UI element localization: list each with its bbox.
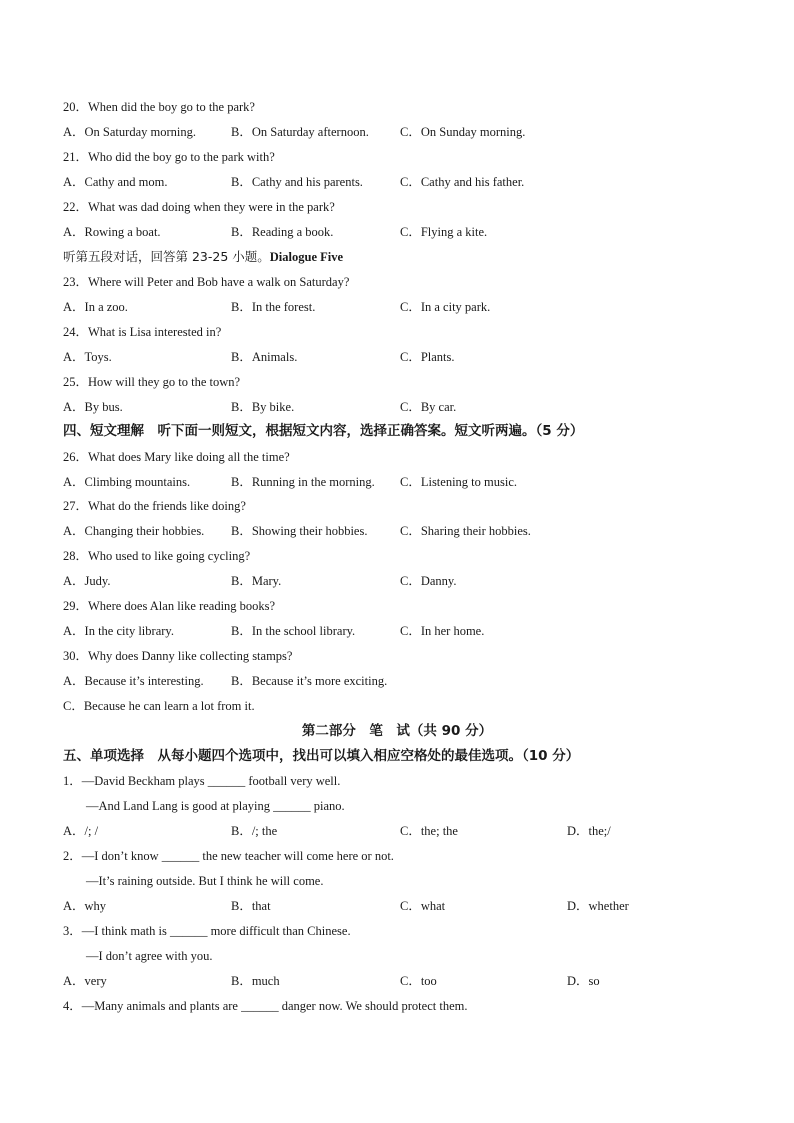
question-4-line-1: 4．—Many animals and plants are ______ danger now. We should protect them. (63, 999, 468, 1013)
question-26: 26．What does Mary like doing all the time? (63, 450, 290, 464)
question-1-line-2: —And Land Lang is good at playing ______ piano. (86, 799, 345, 813)
option-a: A．In a zoo. (63, 300, 128, 314)
options-2 (63, 898, 743, 914)
dialogue-five-instruction: 听第五段对话，回答第 23-25 小题。 (63, 249, 270, 264)
options-29 (63, 623, 743, 639)
question-29: 29．Where does Alan like reading books? (63, 599, 276, 613)
option-a: A．Climbing mountains. (63, 475, 191, 489)
option-b: B．In the school library. (231, 624, 356, 638)
option-d: D．whether (567, 899, 629, 913)
options-22 (63, 224, 743, 240)
option-b: B．Reading a book. (231, 225, 334, 239)
question-3-line-2: —I don’t agree with you. (86, 949, 213, 963)
section-5-heading: 五、单项选择 从每小题四个选项中，找出可以填入相应空格处的最佳选项。（10 分） (63, 748, 580, 764)
option-c: C．Danny. (400, 574, 457, 588)
question-20: 20．When did the boy go to the park? (63, 100, 255, 114)
option-a: A．On Saturday morning. (63, 125, 196, 139)
option-a: A．why (63, 899, 107, 913)
option-b: B．Showing their hobbies. (231, 524, 368, 538)
options-24 (63, 349, 743, 365)
option-b: B．In the forest. (231, 300, 316, 314)
section-4-heading: 四、短文理解 听下面一则短文，根据短文内容，选择正确答案。短文听两遍。（5 分） (63, 423, 584, 439)
option-b: B．much (231, 974, 280, 988)
options-23 (63, 299, 743, 315)
option-c: C．too (400, 974, 437, 988)
option-a: A．Cathy and mom. (63, 175, 168, 189)
option-c: C．Flying a kite. (400, 225, 488, 239)
option-a: A．very (63, 974, 107, 988)
option-a: A．Because it’s interesting. (63, 674, 204, 688)
option-a: A．Judy. (63, 574, 111, 588)
question-22: 22．What was dad doing when they were in the park? (63, 200, 335, 214)
options-27 (63, 523, 743, 539)
option-a: A．Toys. (63, 350, 112, 364)
dialogue-five-title: Dialogue Five (269, 250, 344, 264)
dialogue-five-intro (63, 249, 343, 265)
options-21 (63, 174, 743, 190)
option-b: B．Mary. (231, 574, 282, 588)
option-c: C．In her home. (400, 624, 485, 638)
option-c: C．Plants. (400, 350, 455, 364)
question-1-line-1: 1．—David Beckham plays ______ football very well. (63, 774, 341, 788)
question-27: 27．What do the friends like doing? (63, 499, 246, 513)
options-28 (63, 573, 743, 589)
options-30 (63, 673, 743, 689)
question-30: 30．Why does Danny like collecting stamps? (63, 649, 293, 663)
option-c: C．the; the (400, 824, 458, 838)
option-c: C．what (400, 899, 446, 913)
part-2-heading: 第二部分 笔 试（共 90 分） (301, 723, 493, 739)
question-2-line-1: 2．—I don’t know ______ the new teacher will come here or not. (63, 849, 394, 863)
option-a: A．In the city library. (63, 624, 174, 638)
option-c-30: C．Because he can learn a lot from it. (63, 699, 255, 713)
option-a: A．By bus. (63, 400, 123, 414)
option-c: C．On Sunday morning. (400, 125, 526, 139)
question-25: 25．How will they go to the town? (63, 375, 241, 389)
option-b: B．Cathy and his parents. (231, 175, 363, 189)
option-c: C．In a city park. (400, 300, 491, 314)
option-d: D．the;/ (567, 824, 611, 838)
option-b: B．On Saturday afternoon. (231, 125, 369, 139)
question-28: 28．Who used to like going cycling? (63, 549, 251, 563)
question-21: 21．Who did the boy go to the park with? (63, 150, 275, 164)
options-1 (63, 823, 743, 839)
options-25 (63, 399, 743, 415)
option-b: B．Running in the morning. (231, 475, 375, 489)
option-d: D．so (567, 974, 600, 988)
options-3 (63, 973, 743, 989)
option-c: C．Sharing their hobbies. (400, 524, 531, 538)
option-a: A．Rowing a boat. (63, 225, 161, 239)
option-a: A．Changing their hobbies. (63, 524, 205, 538)
option-b: B．that (231, 899, 271, 913)
option-b: B．By bike. (231, 400, 295, 414)
option-a: A．/; / (63, 824, 99, 838)
option-c: C．Cathy and his father. (400, 175, 525, 189)
option-b: B．/; the (231, 824, 278, 838)
options-26 (63, 474, 743, 490)
options-20 (63, 124, 743, 140)
question-3-line-1: 3．—I think math is ______ more difficult than Chinese. (63, 924, 351, 938)
question-24: 24．What is Lisa interested in? (63, 325, 222, 339)
option-c: C．By car. (400, 400, 457, 414)
option-b: B．Because it’s more exciting. (231, 674, 388, 688)
option-c: C．Listening to music. (400, 475, 518, 489)
question-23: 23．Where will Peter and Bob have a walk on Saturday? (63, 275, 350, 289)
question-2-line-2: —It’s raining outside. But I think he will come. (86, 874, 324, 888)
option-b: B．Animals. (231, 350, 298, 364)
